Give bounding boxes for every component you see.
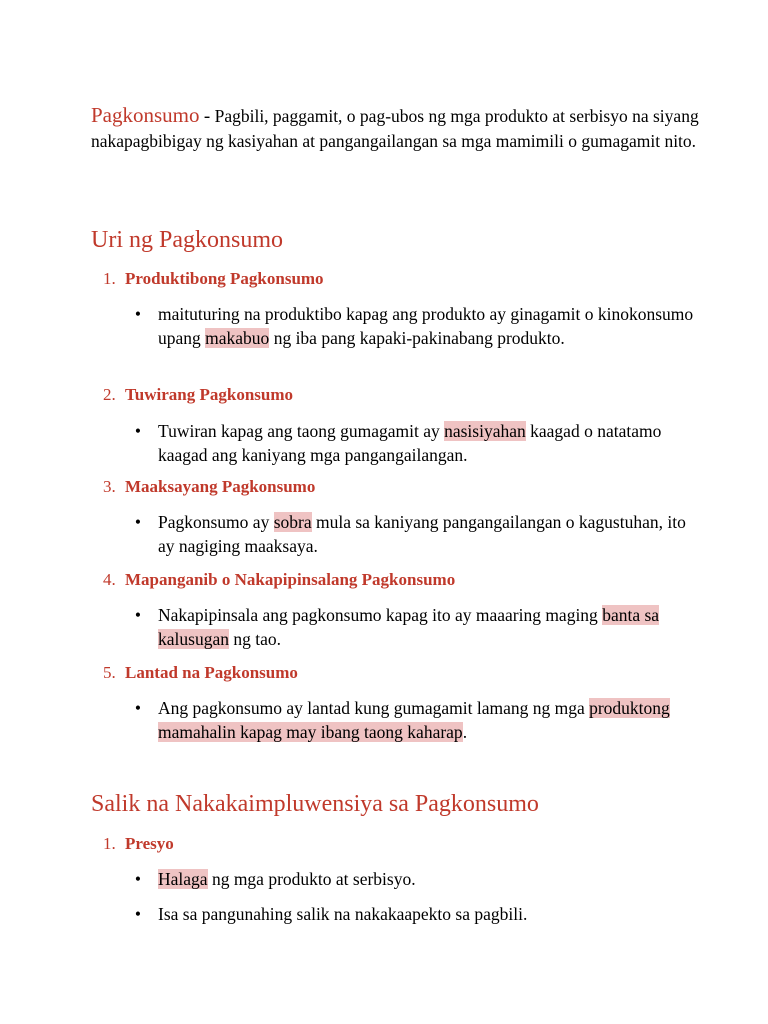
highlighted-text: sobra [273,512,312,532]
list-number: 4. [103,570,116,589]
bullet-item: • Pagkonsumo ay sobra mula sa kaniyang pangangailangan o kagustuhan, ito ay nagiging maaksaya. [158,510,698,558]
bullet-item: • Nakapipinsala ang pagkonsumo kapag ito ay maaaring maging banta sa kalusugan ng tao. [158,603,698,651]
list-item-1-title [103,268,324,290]
bullet-dot-icon: • [134,605,142,625]
list-title: Maaksayang Pagkonsumo [125,477,316,496]
bullet-dot-icon: • [134,904,142,924]
bullet-dot-icon: • [134,421,142,441]
intro-dash: - [203,106,211,127]
bullet-item: • Halaga ng mga produkto at serbisyo. [158,867,698,891]
list-number: 1. [103,834,116,853]
bullet-item: • maituturing na produktibo kapag ang produkto ay ginagamit o kinokonsumo upang makabuo ng iba pang kapaki-pakinabang produkto. [158,302,698,350]
list-item-presyo-title [103,833,174,855]
list-number: 5. [103,663,116,682]
bullet-dot-icon: • [134,698,142,718]
bullet-item: • Isa sa pangunahing salik na nakakaapekto sa pagbili. [158,902,698,926]
section-heading-uri: Uri ng Pagkonsumo [91,227,283,253]
bullet-item: • Ang pagkonsumo ay lantad kung gumagamit lamang ng mga produktong mamahalin kapag may ibang taong kaharap. [158,696,698,744]
highlighted-text: makabuo [205,328,270,348]
list-item-3-title [103,476,315,498]
bullet-dot-icon: • [134,512,142,532]
list-item-5-title [103,662,298,684]
highlighted-text: produktong mamahalin kapag may ibang taong kaharap [158,698,670,742]
list-title: Mapanganib o Nakapipinsalang Pagkonsumo [125,570,456,589]
intro-definition [91,103,731,154]
intro-term: Pagkonsumo [91,103,200,127]
list-title: Lantad na Pagkonsumo [125,663,298,682]
list-title: Produktibong Pagkonsumo [125,269,324,288]
section-heading-salik: Salik na Nakakaimpluwensiya sa Pagkonsumo [91,791,539,817]
highlighted-text: Halaga [158,869,208,889]
highlighted-text: nasisiyahan [444,421,526,441]
list-number: 1. [103,269,116,288]
list-item-2-title [103,384,293,406]
list-title: Tuwirang Pagkonsumo [125,385,294,404]
list-number: 2. [103,385,116,404]
list-title: Presyo [125,834,174,853]
bullet-dot-icon: • [134,304,142,324]
highlighted-text: banta sa kalusugan [158,605,660,649]
bullet-item: • Tuwiran kapag ang taong gumagamit ay nasisiyahan kaagad o natatamo kaagad ang kaniyang mga pangangailangan. [158,419,698,467]
list-number: 3. [103,477,116,496]
list-item-4-title [103,569,455,591]
bullet-dot-icon: • [134,869,142,889]
intro-definition-text: Pagbili, paggamit, o pag-ubos ng mga produkto at serbisyo na siyang nakapagbibigay ng kasiyahan at pangangailangan sa mga mamimili o gumagamit nito. [91,106,699,151]
